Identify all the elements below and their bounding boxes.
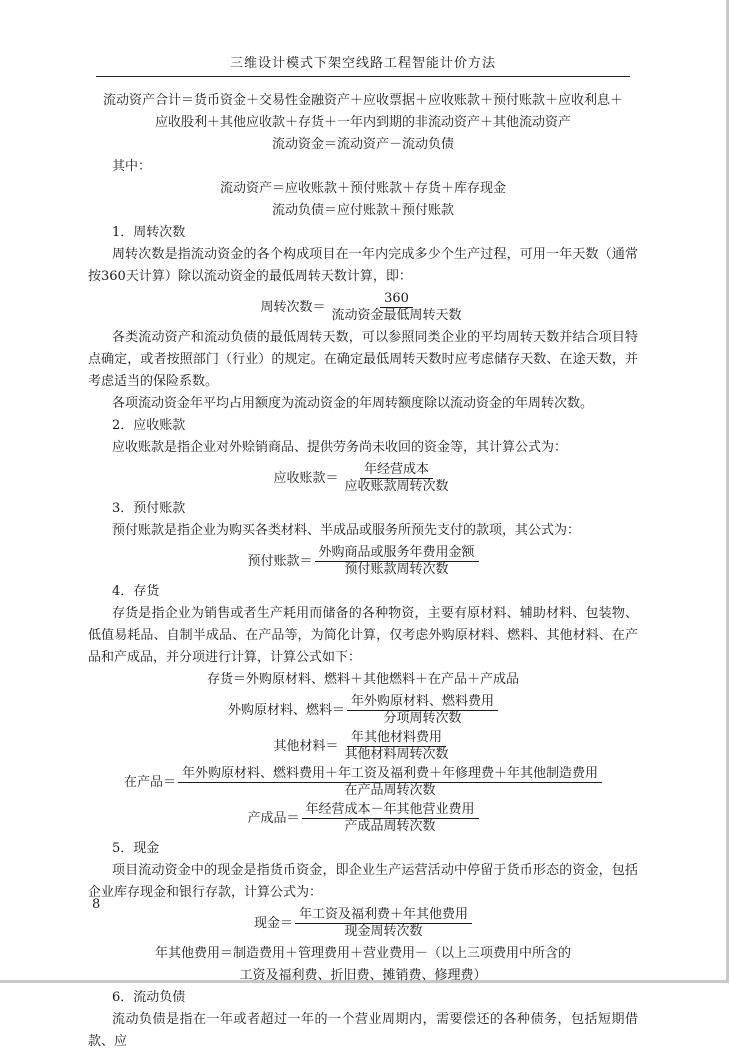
- formula-other-materials: [88, 730, 638, 763]
- section-heading-turnover: 1．周转次数: [112, 225, 186, 240]
- fraction: [178, 766, 602, 799]
- formula-lhs: 周转次数＝: [260, 299, 326, 315]
- denominator: 在产品周转次数: [344, 783, 436, 798]
- formula-cash: [88, 907, 638, 940]
- formula-work-in-progress: [88, 766, 638, 799]
- header-rule: [96, 76, 630, 77]
- formula-current-liabilities: 流动负债＝应付账款＋预付账款: [271, 203, 454, 218]
- formula-turnover-times: [88, 291, 638, 324]
- formula-lhs: 在产品＝: [123, 774, 176, 790]
- formula-other-expenses-line2: 工资及福利费、折旧费、摊销费、修理费）: [239, 968, 487, 983]
- numerator: 360: [380, 291, 413, 308]
- denominator: 预付账款周转次数: [344, 562, 449, 577]
- where-label: 其中：: [112, 159, 152, 174]
- paragraph: 各项流动资金年平均占用额度为流动资金的年周转额度除以流动资金的年周转次数。: [112, 396, 594, 411]
- paragraph: 各类流动资产和流动负债的最低周转天数，可以参照同类企业的平均周转天数并结合项目特点确定，或者按照部门（行业）的规定。在确定最低周转天数时应考虑储存天数、在途天数，并考虑适当的保险系数。: [88, 330, 638, 389]
- formula-other-expenses-line1: 年其他费用＝制造费用＋管理费用＋营业费用－（以上三项费用中所含的: [154, 946, 571, 961]
- numerator: 年经营成本－年其他营业费用: [302, 802, 479, 819]
- denominator: 应收账款周转次数: [344, 479, 449, 494]
- formula-lhs: 外购原材料、燃料＝: [227, 702, 345, 718]
- denominator: 产成品周转次数: [344, 819, 436, 834]
- formula-lhs: 预付账款＝: [247, 553, 313, 569]
- numerator: 年工资及福利费＋年其他费用: [295, 907, 472, 924]
- denominator: 分项周转次数: [383, 711, 462, 726]
- formula-current-assets-total-line2: 应收股利＋其他应收款＋存货＋一年内到期的非流动资产＋其他流动资产: [154, 115, 571, 130]
- paragraph: 存货是指企业为销售或者生产耗用而储备的各种物资，主要有原材料、辅助材料、包装物、低值易耗品、自制半成品、在产品等，为简化计算，仅考虑外购原材料、燃料、其他材料、在产品和产成品，并分项进行计算，计算公式如下：: [88, 606, 638, 665]
- section-heading-current-liabilities: 6．流动负债: [112, 990, 186, 1005]
- denominator: 现金周转次数: [344, 924, 423, 939]
- formula-inventory: 存货＝外购原材料、燃料＋其他燃料＋在产品＋产成品: [206, 672, 519, 687]
- page-number: 8: [92, 897, 101, 912]
- running-header: 三维设计模式下架空线路工程智能计价方法: [229, 56, 496, 71]
- section-heading-receivables: 2．应收账款: [112, 418, 186, 433]
- formula-finished-goods: [88, 802, 638, 835]
- fraction: [341, 730, 453, 763]
- formula-lhs: 现金＝: [253, 915, 293, 931]
- page-content: [88, 90, 638, 1053]
- numerator: 年其他材料费用: [347, 730, 446, 747]
- formula-lhs: 其他材料＝: [273, 738, 339, 754]
- formula-prepayments: [88, 545, 638, 578]
- denominator: 其他材料周转次数: [344, 747, 449, 762]
- numerator: 年外购原材料、燃料费用: [347, 694, 498, 711]
- fraction: [328, 291, 466, 324]
- numerator: 外购商品或服务年费用金额: [315, 545, 479, 562]
- formula-current-assets: 流动资产＝应收账款＋预付账款＋存货＋库存现金: [219, 181, 506, 196]
- numerator: 年经营成本: [360, 462, 433, 479]
- fraction: [315, 545, 479, 578]
- section-heading-prepayments: 3．预付账款: [112, 501, 186, 516]
- fraction: [341, 462, 453, 495]
- denominator: 流动资金最低周转天数: [331, 308, 462, 323]
- paragraph: 流动负债是指在一年或者超过一年的一个营业周期内，需要偿还的各种债务，包括短期借款、应: [88, 1012, 638, 1049]
- section-heading-inventory: 4．存货: [112, 584, 160, 599]
- paragraph: 项目流动资金中的现金是指货币资金，即企业生产运营活动中停留于货币形态的资金，包括企业库存现金和银行存款，计算公式为：: [88, 863, 638, 900]
- formula-lhs: 产成品＝: [247, 810, 300, 826]
- fraction: [347, 694, 498, 727]
- formula-receivables: [88, 462, 638, 495]
- formula-lhs: 应收账款＝: [273, 470, 339, 486]
- section-heading-cash: 5．现金: [112, 841, 160, 856]
- formula-current-assets-total-line1: 流动资产合计＝货币资金＋交易性金融资产＋应收票据＋应收账款＋预付账款＋应收利息＋: [102, 93, 623, 108]
- paragraph: 周转次数是指流动资金的各个构成项目在一年内完成多少个生产过程，可用一年天数（通常按360天计算）除以流动资金的最低周转天数计算，即：: [88, 247, 638, 284]
- fraction: [302, 802, 479, 835]
- paragraph: 预付账款是指企业为购买各类材料、半成品或服务所预先支付的款项，其公式为：: [112, 523, 581, 538]
- numerator: 年外购原材料、燃料费用＋年工资及福利费＋年修理费＋年其他制造费用: [178, 766, 602, 783]
- paragraph: 应收账款是指企业对外赊销商品、提供劳务尚未收回的资金等，其计算公式为：: [112, 440, 568, 455]
- formula-raw-materials: [88, 694, 638, 727]
- formula-working-capital: 流动资金＝流动资产－流动负债: [271, 137, 454, 152]
- fraction: [295, 907, 472, 940]
